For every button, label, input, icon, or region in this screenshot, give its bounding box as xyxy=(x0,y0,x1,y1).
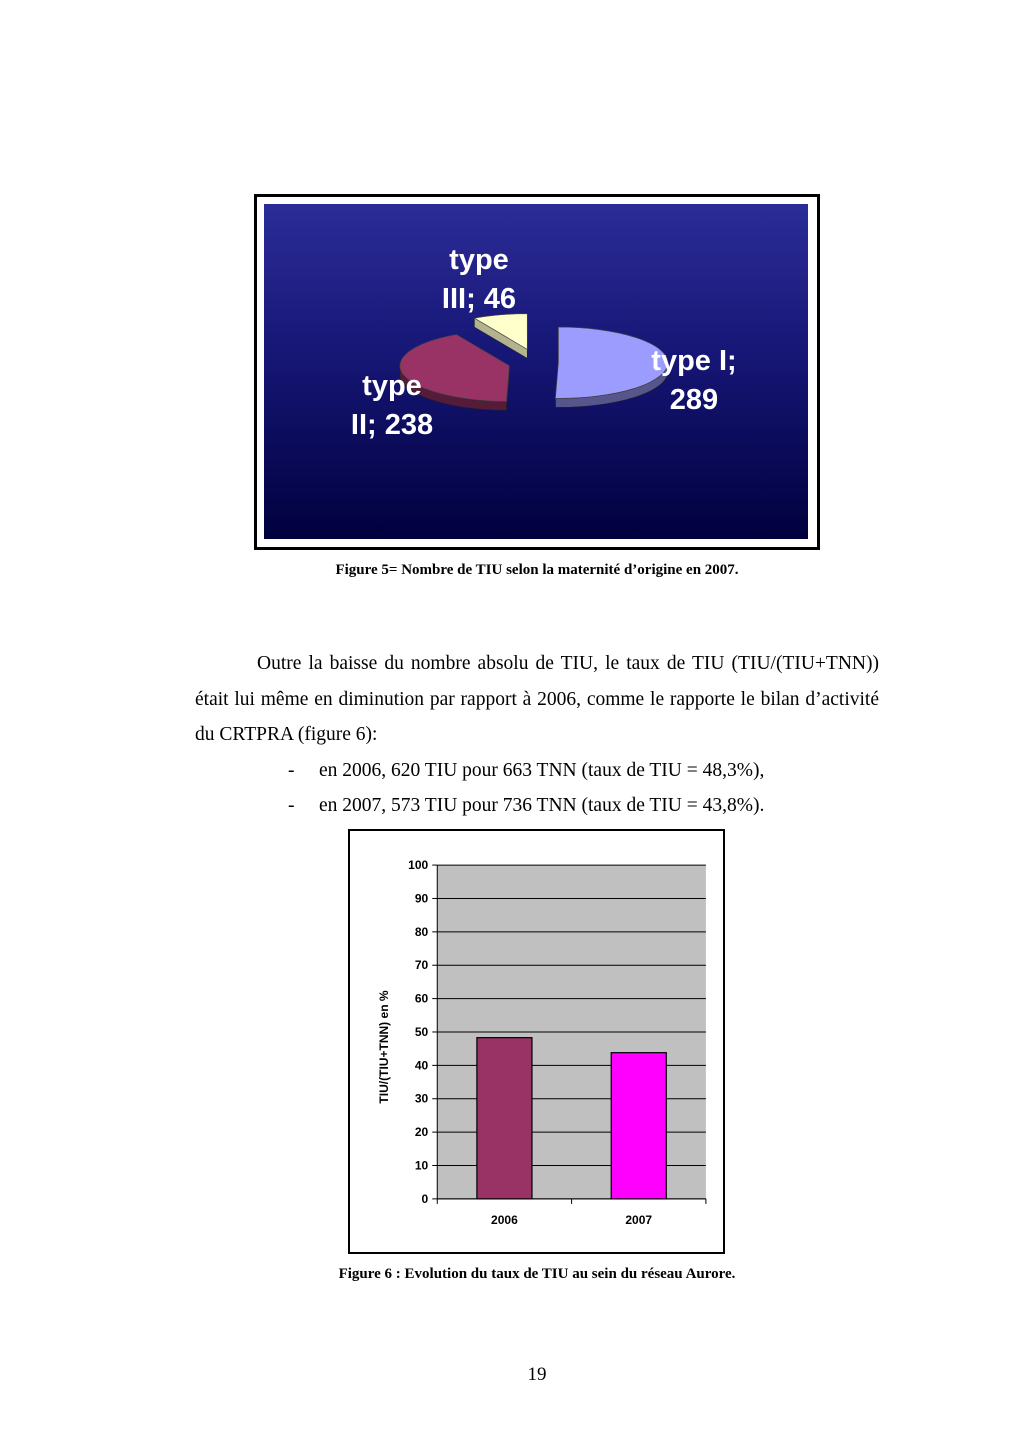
bar-chart xyxy=(350,831,723,1252)
y-axis-label: TIU/(TIU+TNN) en % xyxy=(377,990,392,1104)
pie-label-type-ii: type II; 238 xyxy=(350,370,434,441)
y-tick-label: 0 xyxy=(421,1191,429,1206)
x-tick-label: 2006 xyxy=(491,1212,518,1227)
body-text xyxy=(195,646,879,824)
figure-5-caption: Figure 5= Nombre de TIU selon la maternité d’origine en 2007. xyxy=(335,562,739,578)
list-item xyxy=(195,788,879,824)
pie-label-type-i: type I; 289 xyxy=(651,345,737,416)
x-tick-label: 2007 xyxy=(625,1212,653,1227)
y-tick-label: 60 xyxy=(414,991,429,1006)
body-paragraph: Outre la baisse du nombre absolu de TIU, le taux de TIU (TIU/(TIU+TNN)) était lui même en diminution par rapport à 2006, comme le rapporte le bilan d’activité du CRTPRA (figure 6): xyxy=(195,653,879,745)
list-dash: - xyxy=(288,795,295,816)
bar xyxy=(477,1038,532,1199)
list-item xyxy=(195,753,879,789)
y-tick-label: 100 xyxy=(408,858,429,873)
figure-6-frame xyxy=(348,829,725,1254)
page-number: 19 xyxy=(527,1364,547,1385)
y-tick-label: 20 xyxy=(414,1125,429,1140)
bar xyxy=(611,1053,666,1199)
y-tick-label: 40 xyxy=(414,1058,429,1073)
list-item-text: en 2007, 573 TIU pour 736 TNN (taux de TIU = 43,8%). xyxy=(319,795,765,816)
pie-label-type-iii: type III; 46 xyxy=(441,244,517,315)
y-tick-label: 90 xyxy=(414,891,429,906)
pie-chart-area xyxy=(264,204,808,539)
figure-5-frame xyxy=(254,194,820,550)
list-dash: - xyxy=(288,759,295,781)
list-item-text: en 2006, 620 TIU pour 663 TNN (taux de TIU = 48,3%), xyxy=(319,759,765,781)
figure-6-caption: Figure 6 : Evolution du taux de TIU au sein du réseau Aurore. xyxy=(338,1266,736,1282)
y-tick-label: 50 xyxy=(414,1024,429,1039)
y-tick-label: 70 xyxy=(414,958,429,973)
y-tick-label: 10 xyxy=(414,1158,429,1173)
y-tick-label: 80 xyxy=(414,924,429,939)
y-tick-label: 30 xyxy=(414,1091,429,1106)
